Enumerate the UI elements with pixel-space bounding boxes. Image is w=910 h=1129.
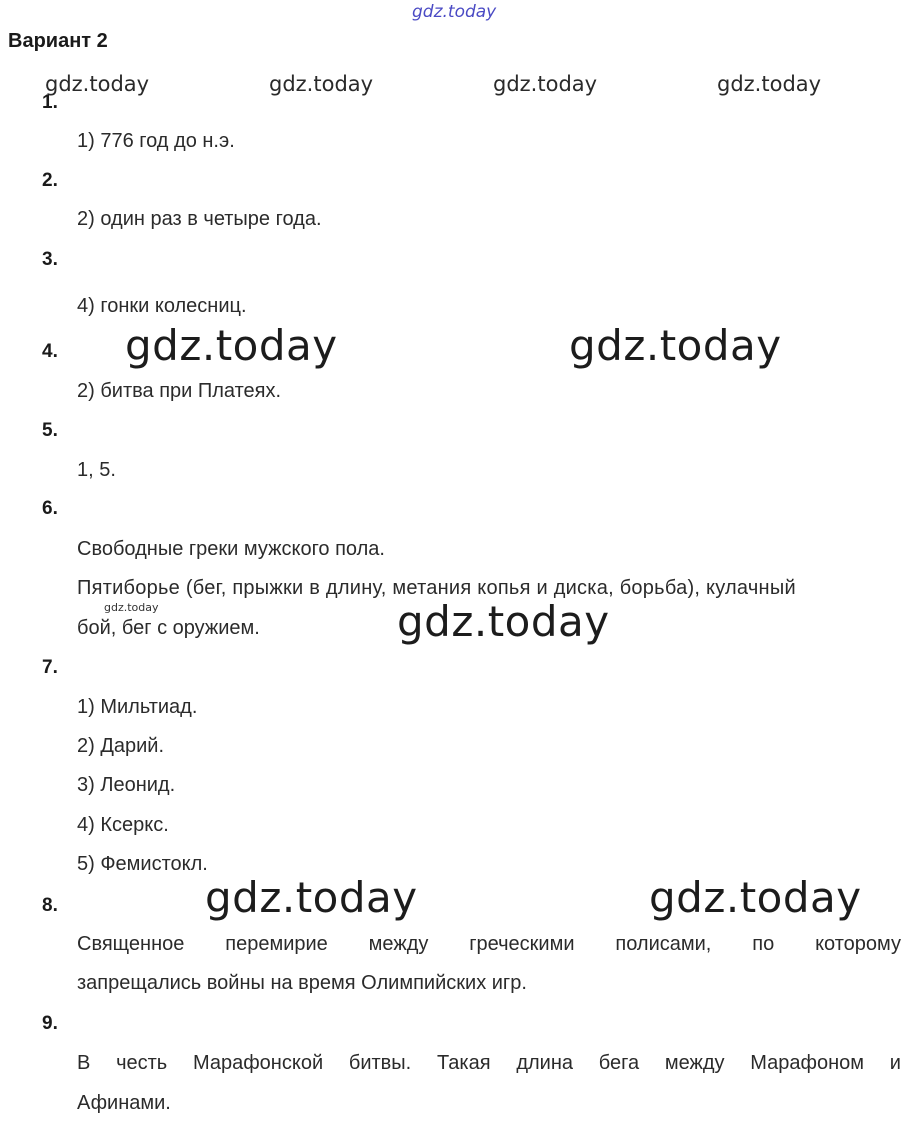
answer-text: Афинами. <box>77 1092 171 1114</box>
answer-word: по <box>752 933 775 955</box>
answer-text: Свободные греки мужского пола. <box>77 538 385 560</box>
answer-word: перемирие <box>225 933 328 955</box>
watermark: gdz.today <box>493 72 598 96</box>
answer-text: Пятиборье (бег, прыжки в длину, метания копья и диска, борьба), кулачный <box>77 577 796 599</box>
answer-text: 1) 776 год до н.э. <box>77 130 235 152</box>
question-number: 3. <box>42 249 58 270</box>
answer-word: честь <box>116 1052 168 1074</box>
answer-word: между <box>664 1052 725 1074</box>
question-number: 6. <box>42 498 58 519</box>
answer-word: длина <box>516 1052 573 1074</box>
question-number: 4. <box>42 341 58 362</box>
answer-text: 2) один раз в четыре года. <box>77 208 322 230</box>
answer-text: 3) Леонид. <box>77 774 176 796</box>
answer-text: 4) Ксеркс. <box>77 814 169 836</box>
watermark: gdz.today <box>104 601 159 614</box>
page-title: Вариант 2 <box>8 30 108 52</box>
question-number: 1. <box>42 92 58 113</box>
answer-text: 5) Фемистокл. <box>77 853 208 875</box>
question-number: 5. <box>42 420 58 441</box>
answer-word: греческими <box>469 933 575 955</box>
answer-text: 1) Мильтиад. <box>77 696 198 718</box>
question-number: 9. <box>42 1013 58 1034</box>
question-number: 7. <box>42 657 58 678</box>
answer-text: 2) Дарий. <box>77 735 165 757</box>
answer-word: Такая <box>436 1052 491 1074</box>
watermark: gdz.today <box>397 597 610 646</box>
answer-justified-line <box>77 933 901 956</box>
answer-word: битвы. <box>348 1052 412 1074</box>
answer-word: Марафонской <box>192 1052 324 1074</box>
answer-justified-line <box>77 1052 901 1075</box>
answer-word: и <box>889 1052 901 1074</box>
answer-text: 4) гонки колесниц. <box>77 295 247 317</box>
watermark-top: gdz.today <box>412 2 497 22</box>
question-number: 8. <box>42 895 58 916</box>
answer-word: полисами, <box>615 933 712 955</box>
answer-word: бега <box>598 1052 640 1074</box>
answer-word: между <box>368 933 429 955</box>
answer-text: бой, бег с оружием. <box>77 617 260 639</box>
answer-text: 1, 5. <box>77 459 116 481</box>
answer-word: Священное <box>77 933 185 955</box>
watermark: gdz.today <box>205 873 418 922</box>
question-number: 2. <box>42 170 58 191</box>
answer-text: запрещались войны на время Олимпийских игр. <box>77 972 527 994</box>
answer-word: В <box>77 1052 91 1074</box>
watermark: gdz.today <box>649 873 862 922</box>
answer-word: Марафоном <box>750 1052 865 1074</box>
watermark: gdz.today <box>717 72 822 96</box>
watermark: gdz.today <box>45 72 150 96</box>
watermark: gdz.today <box>569 321 782 370</box>
answer-text: 2) битва при Платеях. <box>77 380 282 402</box>
watermark: gdz.today <box>269 72 374 96</box>
answer-word: которому <box>815 933 901 955</box>
watermark: gdz.today <box>125 321 338 370</box>
